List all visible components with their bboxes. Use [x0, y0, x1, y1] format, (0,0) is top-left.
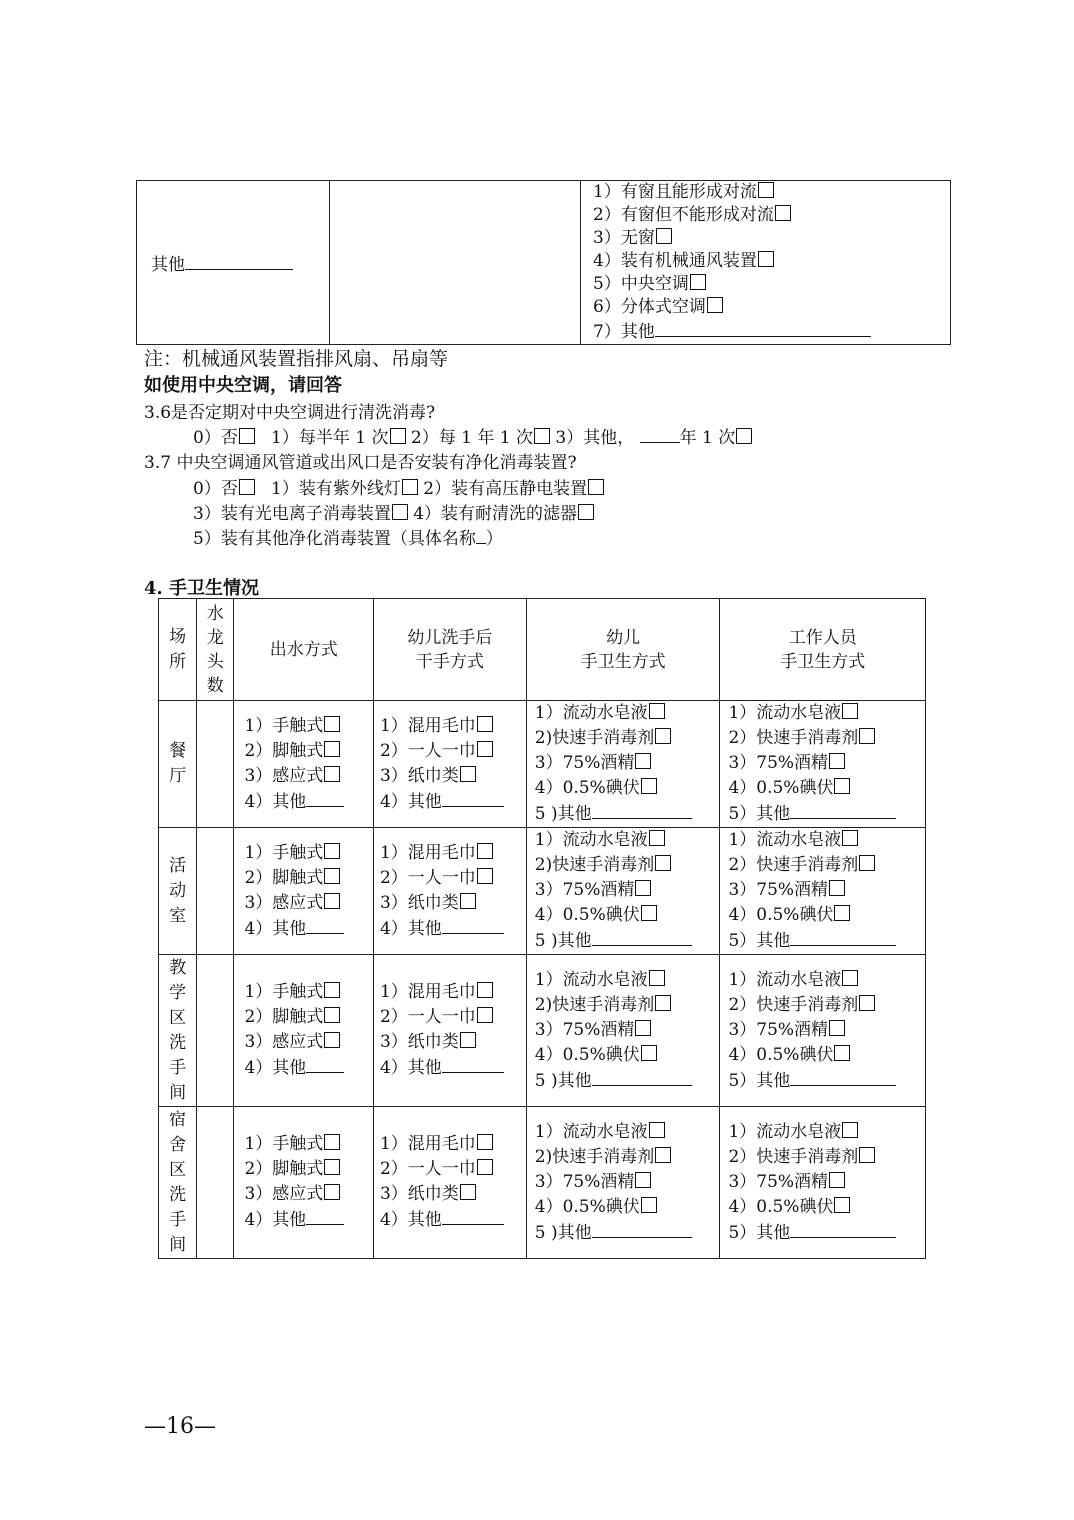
- checkbox[interactable]: [324, 868, 340, 884]
- checkbox[interactable]: [635, 880, 651, 896]
- other-blank[interactable]: [592, 928, 692, 946]
- other-blank[interactable]: [790, 928, 896, 946]
- checkbox[interactable]: [477, 1007, 493, 1023]
- header-water: 出水方式: [234, 599, 374, 701]
- vent-option-5: 5）中央空调: [593, 274, 689, 294]
- checkbox[interactable]: [834, 905, 850, 921]
- section4-title: 4. 手卫生情况: [144, 578, 260, 599]
- checkbox[interactable]: [477, 843, 493, 859]
- checkbox[interactable]: [834, 778, 850, 794]
- kid-options: 1）流动水皂液 2)快速手消毒剂 3）75%酒精 4）0.5%碘伏 5 )其他: [526, 701, 720, 828]
- header-staff: 工作人员 手卫生方式: [720, 599, 926, 701]
- checkbox[interactable]: [649, 830, 665, 846]
- checkbox[interactable]: [460, 893, 476, 909]
- checkbox[interactable]: [842, 703, 858, 719]
- other-blank[interactable]: [790, 1068, 896, 1086]
- staff-options: 1）流动水皂液 2）快速手消毒剂 3）75%酒精 4）0.5%碘伏 5）其他: [720, 1107, 926, 1259]
- water-options: 1）手触式 2）脚触式 3）感应式 4）其他: [234, 955, 374, 1107]
- checkbox[interactable]: [842, 1122, 858, 1138]
- table-row: [159, 828, 926, 955]
- checkbox[interactable]: [690, 274, 706, 290]
- checkbox[interactable]: [842, 830, 858, 846]
- other-blank[interactable]: [790, 1220, 896, 1238]
- tap-count-cell[interactable]: [197, 701, 234, 828]
- vent-option-2: 2）有窗但不能形成对流: [593, 205, 774, 225]
- staff-options: 1）流动水皂液 2）快速手消毒剂 3）75%酒精 4）0.5%碘伏 5）其他: [720, 701, 926, 828]
- other-blank[interactable]: [655, 319, 871, 337]
- header-taps: 水 龙 头 数: [197, 599, 234, 701]
- checkbox[interactable]: [402, 479, 418, 495]
- empty-cell: [330, 181, 581, 345]
- checkbox[interactable]: [859, 855, 875, 871]
- checkbox[interactable]: [834, 1197, 850, 1213]
- q36-options: [193, 423, 752, 448]
- header-kid: 幼儿 手卫生方式: [526, 599, 720, 701]
- dry-options: 1）混用毛巾 2）一人一巾 3）纸巾类 4）其他: [373, 701, 526, 828]
- other-blank[interactable]: [306, 1055, 344, 1073]
- checkbox[interactable]: [239, 428, 255, 444]
- other-blank[interactable]: [306, 789, 344, 807]
- kid-options: 1）流动水皂液 2)快速手消毒剂 3）75%酒精 4）0.5%碘伏 5 )其他: [526, 1107, 720, 1259]
- ac-heading: 如使用中央空调，请回答: [144, 375, 342, 396]
- header-place: 场 所: [159, 599, 197, 701]
- device-name-blank[interactable]: [476, 526, 486, 544]
- checkbox[interactable]: [390, 428, 406, 444]
- checkbox[interactable]: [655, 1147, 671, 1163]
- other-label-cell: [137, 181, 330, 345]
- other-label: 其他: [151, 255, 185, 275]
- checkbox[interactable]: [324, 741, 340, 757]
- checkbox[interactable]: [588, 479, 604, 495]
- header-dry: 幼儿洗手后 干手方式: [373, 599, 526, 701]
- q37-opt1: 1）装有紫外线灯: [271, 479, 401, 499]
- water-options: 1）手触式 2）脚触式 3）感应式 4）其他: [234, 828, 374, 955]
- checkbox[interactable]: [635, 1020, 651, 1036]
- checkbox[interactable]: [655, 855, 671, 871]
- q36-opt2: 2）每 1 年 1 次: [410, 428, 533, 448]
- checkbox[interactable]: [641, 1197, 657, 1213]
- checkbox[interactable]: [649, 1122, 665, 1138]
- checkbox[interactable]: [655, 995, 671, 1011]
- vent-option-6: 6）分体式空调: [593, 297, 706, 317]
- checkbox[interactable]: [707, 297, 723, 313]
- other-blank[interactable]: [442, 916, 504, 934]
- checkbox[interactable]: [758, 182, 774, 198]
- water-options: 1）手触式 2）脚触式 3）感应式 4）其他: [234, 701, 374, 828]
- q37-opt2: 2）装有高压静电装置: [423, 479, 588, 499]
- checkbox[interactable]: [477, 1134, 493, 1150]
- checkbox[interactable]: [534, 428, 550, 444]
- checkbox[interactable]: [641, 905, 657, 921]
- other-blank[interactable]: [442, 789, 504, 807]
- checkbox[interactable]: [655, 728, 671, 744]
- q37-opt4: 4）装有耐清洗的滤器: [413, 504, 578, 524]
- checkbox[interactable]: [842, 970, 858, 986]
- checkbox[interactable]: [829, 880, 845, 896]
- other-blank[interactable]: [185, 252, 293, 270]
- place-cell: 活 动 室: [159, 828, 197, 955]
- checkbox[interactable]: [649, 703, 665, 719]
- checkbox[interactable]: [656, 228, 672, 244]
- q37-question: 3.7 中央空调通风管道或出风口是否安装有净化消毒装置?: [144, 453, 577, 473]
- table-row: [159, 701, 926, 828]
- vent-option-7: 7）其他: [593, 322, 655, 342]
- checkbox[interactable]: [324, 1184, 340, 1200]
- q36-opt0: 0）否: [193, 428, 238, 448]
- water-options: 1）手触式 2）脚触式 3）感应式 4）其他: [234, 1107, 374, 1259]
- staff-options: 1）流动水皂液 2）快速手消毒剂 3）75%酒精 4）0.5%碘伏 5）其他: [720, 955, 926, 1107]
- checkbox[interactable]: [460, 766, 476, 782]
- checkbox[interactable]: [460, 1032, 476, 1048]
- checkbox[interactable]: [324, 1159, 340, 1175]
- ventilation-table: [136, 180, 951, 345]
- checkbox[interactable]: [324, 1134, 340, 1150]
- checkbox[interactable]: [829, 1020, 845, 1036]
- checkbox[interactable]: [477, 741, 493, 757]
- q37-opt5-end: ）: [485, 529, 503, 549]
- checkbox[interactable]: [649, 970, 665, 986]
- q36-opt1: 1）每半年 1 次: [271, 428, 389, 448]
- checkbox[interactable]: [324, 716, 340, 732]
- tap-count-cell[interactable]: [197, 828, 234, 955]
- checkbox[interactable]: [758, 251, 774, 267]
- q37-options-row3: [193, 524, 503, 549]
- other-blank[interactable]: [592, 1068, 692, 1086]
- checkbox[interactable]: [641, 1045, 657, 1061]
- checkbox[interactable]: [578, 504, 594, 520]
- checkbox[interactable]: [460, 1184, 476, 1200]
- other-blank[interactable]: [442, 1055, 504, 1073]
- vent-option-1: 1）有窗且能形成对流: [593, 182, 757, 202]
- checkbox[interactable]: [477, 716, 493, 732]
- checkbox[interactable]: [641, 778, 657, 794]
- checkbox[interactable]: [324, 766, 340, 782]
- table-row: [159, 1107, 926, 1259]
- checkbox[interactable]: [829, 753, 845, 769]
- checkbox[interactable]: [324, 1007, 340, 1023]
- q36-opt3-suffix: 年 1 次: [679, 428, 736, 448]
- dry-options: 1）混用毛巾 2）一人一巾 3）纸巾类 4）其他: [373, 1107, 526, 1259]
- other-blank[interactable]: [306, 1207, 344, 1225]
- hand-hygiene-table: [158, 598, 926, 1259]
- other-blank[interactable]: [442, 1207, 504, 1225]
- other-blank[interactable]: [592, 1220, 692, 1238]
- checkbox[interactable]: [859, 728, 875, 744]
- q36-opt3: 3）其他，: [555, 428, 635, 448]
- checkbox[interactable]: [859, 1147, 875, 1163]
- q37-opt5: 5）装有其他净化消毒装置（具体名称: [193, 529, 476, 549]
- checkbox[interactable]: [324, 893, 340, 909]
- tap-count-cell[interactable]: [197, 955, 234, 1107]
- checkbox[interactable]: [635, 753, 651, 769]
- other-blank[interactable]: [592, 801, 692, 819]
- checkbox[interactable]: [736, 428, 752, 444]
- other-blank[interactable]: [306, 916, 344, 934]
- checkbox[interactable]: [635, 1172, 651, 1188]
- staff-options: 1）流动水皂液 2）快速手消毒剂 3）75%酒精 4）0.5%碘伏 5）其他: [720, 828, 926, 955]
- place-cell: 餐 厅: [159, 701, 197, 828]
- checkbox[interactable]: [324, 843, 340, 859]
- checkbox[interactable]: [239, 479, 255, 495]
- q37-options-row2: [193, 499, 594, 524]
- tap-count-cell[interactable]: [197, 1107, 234, 1259]
- dry-options: 1）混用毛巾 2）一人一巾 3）纸巾类 4）其他: [373, 955, 526, 1107]
- place-cell: 宿 舍 区 洗 手 间: [159, 1107, 197, 1259]
- dry-options: 1）混用毛巾 2）一人一巾 3）纸巾类 4）其他: [373, 828, 526, 955]
- vent-option-3: 3）无窗: [593, 228, 655, 248]
- checkbox[interactable]: [829, 1172, 845, 1188]
- kid-options: 1）流动水皂液 2)快速手消毒剂 3）75%酒精 4）0.5%碘伏 5 )其他: [526, 955, 720, 1107]
- ventilation-options: [581, 181, 951, 345]
- table-row: [159, 955, 926, 1107]
- years-blank[interactable]: [640, 425, 680, 443]
- checkbox[interactable]: [859, 995, 875, 1011]
- q37-opt0: 0）否: [193, 479, 238, 499]
- checkbox[interactable]: [324, 982, 340, 998]
- kid-options: 1）流动水皂液 2)快速手消毒剂 3）75%酒精 4）0.5%碘伏 5 )其他: [526, 828, 720, 955]
- page-number: —16—: [144, 1414, 216, 1439]
- checkbox[interactable]: [834, 1045, 850, 1061]
- vent-option-4: 4）装有机械通风装置: [593, 251, 757, 271]
- place-cell: 教 学 区 洗 手 间: [159, 955, 197, 1107]
- other-blank[interactable]: [790, 801, 896, 819]
- q37-opt3: 3）装有光电离子消毒装置: [193, 504, 391, 524]
- q37-options-row1: [193, 474, 604, 499]
- q36-question: 3.6是否定期对中央空调进行清洗消毒?: [144, 403, 436, 423]
- note: 注：机械通风装置指排风扇、吊扇等: [144, 348, 449, 370]
- checkbox[interactable]: [477, 1159, 493, 1175]
- checkbox[interactable]: [477, 982, 493, 998]
- checkbox[interactable]: [324, 1032, 340, 1048]
- checkbox[interactable]: [775, 205, 791, 221]
- checkbox[interactable]: [477, 868, 493, 884]
- checkbox[interactable]: [392, 504, 408, 520]
